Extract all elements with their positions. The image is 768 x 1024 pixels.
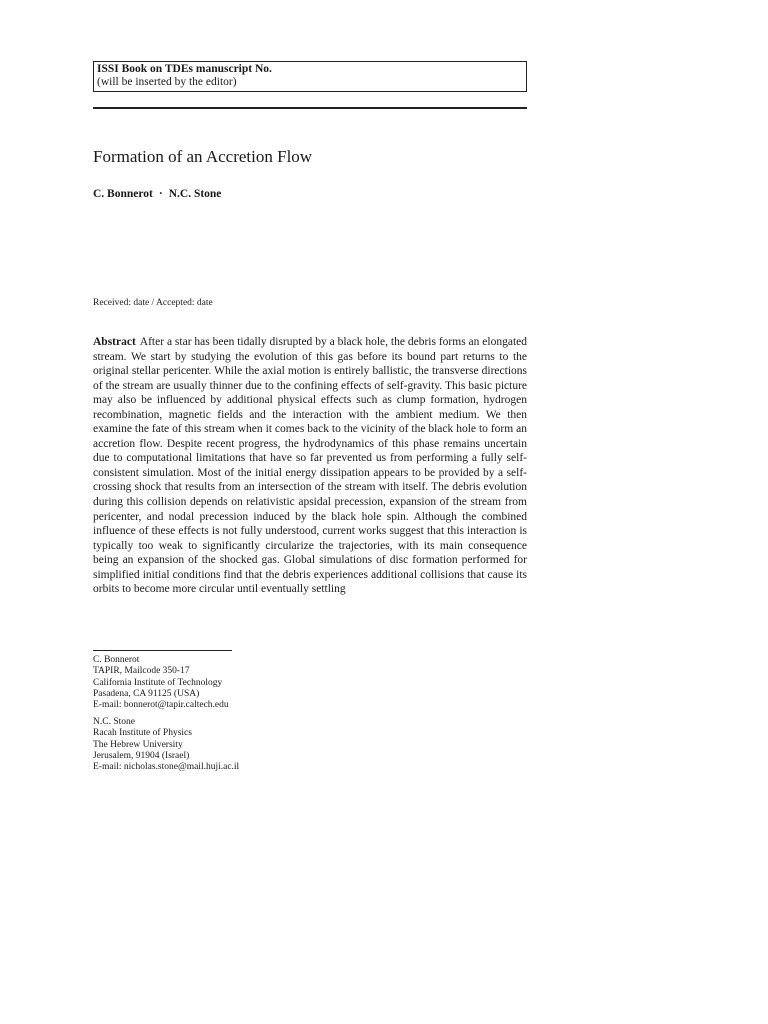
abstract-label: Abstract [93,336,136,348]
author-list [93,187,527,201]
author-separator: · [158,188,163,200]
affiliation-author: C. Bonnerot [93,655,140,665]
received-date: Received: date / Accepted: date [93,298,213,308]
affiliation-address: Jerusalem, 91904 (Israel) [93,750,190,761]
paper-title: Formation of an Accretion Flow [93,147,313,166]
author-name: C. Bonnerot [93,188,153,200]
affiliation-block [93,655,527,711]
affiliation-institution: The Hebrew University [93,739,183,750]
abstract-text: After a star has been tidally disrupted by a black hole, the debris forms an elongated stream. We start by studying the evolution of this gas before its bound part returns to the original stellar pericenter. While the axial motion is entirely ballistic, the transverse directions of the stream are usually thinner due to the confining effects of self-gravity. This basic picture may also be influenced by additional physical effects such as clump formation, hydrogen recombination, magnetic fields and the interaction with the ambient medium. We then examine the fate of this stream when it comes back to the vicinity of the black hole to form an accretion flow. Despite recent progress, the hydrodynamics of this phase remains uncertain due to computational limitations that have so far prevented us from performing a fully self-consistent simulation. Most of the initial energy dissipation appears to be provided by a self-crossing shock that results from an intersection of the stream with itself. The debris evolution during this collision depends on relativistic apsidal precession, expansion of the stream from pericenter, and nodal precession induced by the black hole spin. Although the combined influence of these effects is not fully understood, current works suggest that this interaction is typically too weak to significantly circularize the trajectories, with its main consequence being an expansion of the shocked gas. Global simulations of disc formation performed for simplified initial conditions find that the debris experiences additional collisions that cause its orbits to become more circular until eventually settling [93,336,527,596]
affiliation-address: Pasadena, CA 91125 (USA) [93,688,200,699]
affiliation-author: N.C. Stone [93,717,135,727]
manuscript-info-box [93,61,527,92]
manuscript-number-label: ISSI Book on TDEs manuscript No. [97,63,272,75]
header-rule [93,107,527,109]
author-name: N.C. Stone [168,188,222,200]
affiliation-email: E-mail: bonnerot@tapir.caltech.edu [93,700,229,711]
affiliation-block [93,717,527,773]
affiliation-department: Racah Institute of Physics [93,728,192,739]
affiliation-department: TAPIR, Mailcode 350-17 [93,666,190,677]
affiliation-institution: California Institute of Technology [93,677,223,688]
abstract [93,335,527,597]
affiliation-email: E-mail: nicholas.stone@mail.huji.ac.il [93,762,240,773]
editor-note: (will be inserted by the editor) [97,76,237,88]
footnote-rule [93,650,232,651]
